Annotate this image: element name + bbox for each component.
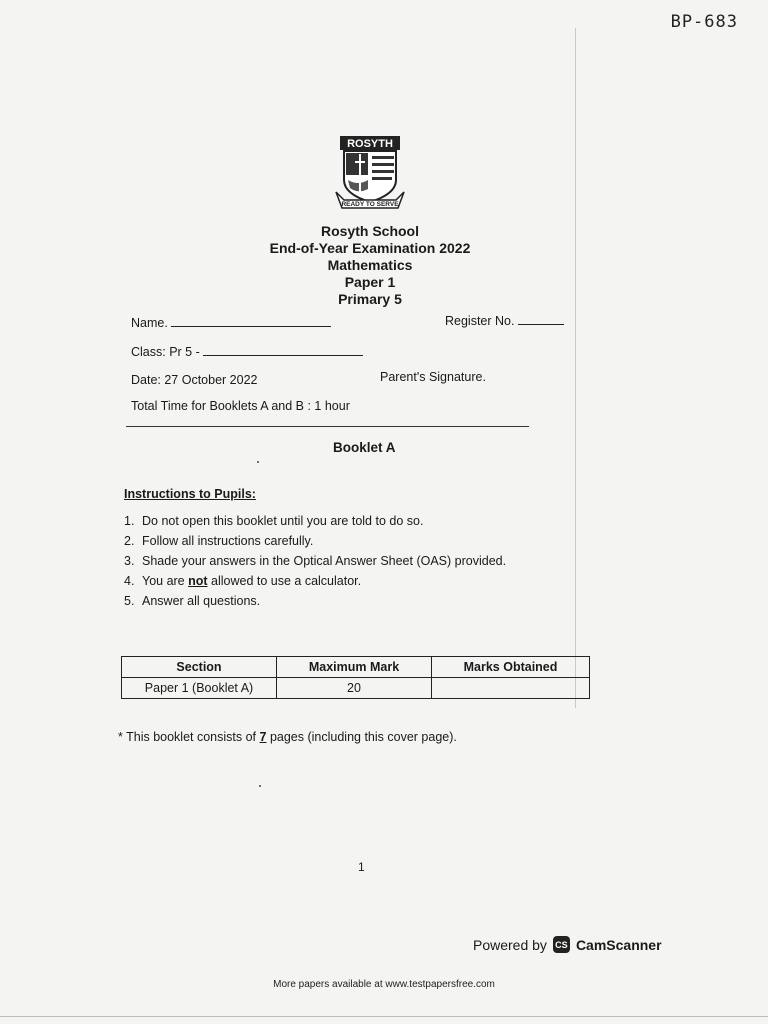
class-label: Class: Pr 5 -	[131, 345, 200, 359]
instruction-item: 2. Follow all instructions carefully.	[124, 534, 314, 548]
subject-title: Mathematics	[327, 257, 413, 273]
scan-speck	[259, 785, 261, 787]
marks-table	[121, 656, 590, 699]
register-field	[445, 314, 564, 328]
school-crest-logo	[334, 134, 406, 210]
page-count-note: * This booklet consists of 7 pages (including this cover page).	[118, 730, 457, 744]
class-field	[131, 345, 363, 359]
instructions-title: Instructions to Pupils:	[124, 487, 256, 501]
table-header-row	[122, 657, 590, 678]
name-field	[131, 316, 331, 330]
scan-edge-line	[575, 28, 576, 708]
bottom-scan-line	[0, 1016, 768, 1017]
register-blank[interactable]	[518, 324, 564, 325]
name-label: Name.	[131, 316, 168, 330]
level-title: Primary 5	[338, 291, 402, 307]
school-name: Rosyth School	[320, 223, 419, 239]
paper-title: Paper 1	[344, 274, 396, 290]
name-blank[interactable]	[171, 326, 331, 327]
cell-section: Paper 1 (Booklet A)	[122, 678, 277, 699]
parent-signature-label: Parent's Signature.	[380, 370, 486, 384]
exam-title: End-of-Year Examination 2022	[269, 240, 471, 256]
instruction-item: 5. Answer all questions.	[124, 594, 261, 608]
header-maximum-mark: Maximum Mark	[277, 657, 432, 678]
header-marks-obtained: Marks Obtained	[432, 657, 590, 678]
scan-speck	[257, 461, 259, 463]
instruction-item: 4. You are not allowed to use a calculator.	[124, 574, 362, 588]
class-blank[interactable]	[203, 355, 363, 356]
total-time-text: Total Time for Booklets A and B : 1 hour	[131, 399, 350, 413]
divider-rule	[126, 426, 529, 427]
instruction-item: 3. Shade your answers in the Optical Answer Sheet (OAS) provided.	[124, 554, 507, 568]
camscanner-icon: CS	[553, 936, 570, 953]
document-code: BP-683	[670, 12, 738, 32]
crest-banner-text: ROSYTH	[347, 138, 393, 150]
emphasis-not: not	[188, 574, 208, 588]
camscanner-watermark	[473, 936, 662, 953]
register-label: Register No.	[445, 314, 515, 328]
table-row	[122, 678, 590, 699]
camscanner-brand: CamScanner	[575, 936, 662, 953]
instructions-list	[124, 514, 506, 614]
header-section: Section	[122, 657, 277, 678]
footer-source-text: More papers available at www.testpapersfree.com	[273, 979, 495, 990]
crest-motto-text: READY TO SERVE	[341, 201, 399, 208]
date-label: Date: 27 October 2022	[131, 373, 258, 387]
powered-by-text: Powered by	[473, 936, 547, 953]
exam-title-block	[220, 223, 520, 308]
cell-marks-obtained[interactable]	[432, 678, 590, 699]
page-count: 7	[259, 730, 267, 744]
cell-maximum-mark: 20	[277, 678, 432, 699]
booklet-title: Booklet A	[333, 440, 396, 455]
instruction-item: 1. Do not open this booklet until you are told to do so.	[124, 514, 424, 528]
page-number: 1	[358, 860, 365, 874]
